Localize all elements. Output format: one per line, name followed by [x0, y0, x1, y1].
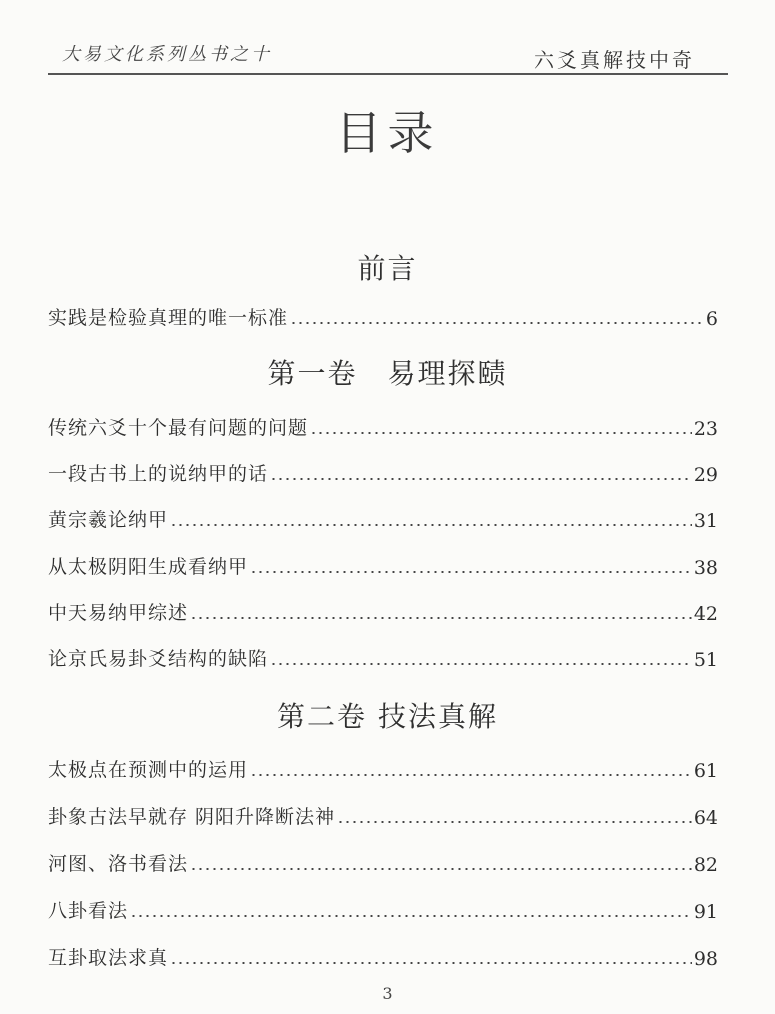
toc-entry-page: 82 [693, 854, 718, 876]
toc-entry[interactable] [48, 595, 718, 625]
toc-entry-title: 黄宗羲论纳甲 [48, 509, 169, 531]
toc-entry-title: 八卦看法 [48, 900, 129, 922]
toc-entry-page: 23 [693, 418, 718, 440]
dot-leader [170, 524, 692, 526]
dot-leader [290, 322, 704, 324]
toc-entry-page: 29 [693, 464, 718, 486]
toc-entry-page: 61 [693, 760, 718, 782]
toc-entry[interactable] [48, 641, 718, 671]
toc-entry-page: 51 [693, 649, 718, 671]
header-rule [48, 73, 728, 75]
toc-entry-title: 河图、洛书看法 [48, 853, 189, 875]
toc-entry[interactable] [48, 456, 718, 486]
toc-entry[interactable] [48, 410, 718, 440]
section-heading-volume-one: 第一卷 易理探赜 [267, 357, 508, 390]
toc-entry[interactable] [48, 752, 718, 782]
toc-entry[interactable] [48, 940, 718, 970]
toc-entry-title: 卦象古法早就存 阴阳升降断法神 [48, 806, 336, 828]
dot-leader [337, 821, 692, 823]
toc-entry[interactable] [48, 549, 718, 579]
dot-leader [130, 915, 692, 917]
dot-leader [250, 774, 692, 776]
toc-entry-page: 42 [693, 603, 718, 625]
toc-entry-title: 一段古书上的说纳甲的话 [48, 463, 269, 485]
toc-entry-page: 6 [705, 308, 718, 330]
toc-entry-title: 论京氏易卦爻结构的缺陷 [48, 648, 269, 670]
toc-entry-page: 91 [693, 901, 718, 923]
toc-entry-page: 64 [693, 807, 718, 829]
dot-leader [190, 617, 692, 619]
toc-entry-title: 中天易纳甲综述 [48, 602, 189, 624]
dot-leader [270, 478, 692, 480]
toc-entry[interactable] [48, 799, 718, 829]
page-number: 3 [382, 984, 393, 1003]
running-header-book-title: 六爻真解技中奇 [534, 48, 695, 72]
toc-entry[interactable] [48, 893, 718, 923]
dot-leader [310, 432, 692, 434]
section-heading-volume-two: 第二卷 技法真解 [277, 700, 498, 733]
toc-entry[interactable] [48, 300, 718, 330]
toc-entry-page: 31 [693, 510, 718, 532]
dot-leader [270, 663, 692, 665]
toc-entry-title: 传统六爻十个最有问题的问题 [48, 417, 309, 439]
dot-leader [250, 571, 692, 573]
page-title: 目录 [335, 106, 440, 160]
toc-entry[interactable] [48, 502, 718, 532]
toc-entry-title: 太极点在预测中的运用 [48, 759, 249, 781]
dot-leader [190, 868, 692, 870]
toc-entry-page: 98 [693, 948, 718, 970]
toc-entry-title: 互卦取法求真 [48, 947, 169, 969]
section-heading-preface: 前言 [357, 252, 418, 285]
running-header-series: 大易文化系列丛书之十 [62, 44, 272, 65]
toc-entry[interactable] [48, 846, 718, 876]
toc-entry-title: 实践是检验真理的唯一标准 [48, 307, 289, 329]
toc-entry-title: 从太极阴阳生成看纳甲 [48, 556, 249, 578]
dot-leader [170, 962, 692, 964]
toc-entry-page: 38 [693, 557, 718, 579]
